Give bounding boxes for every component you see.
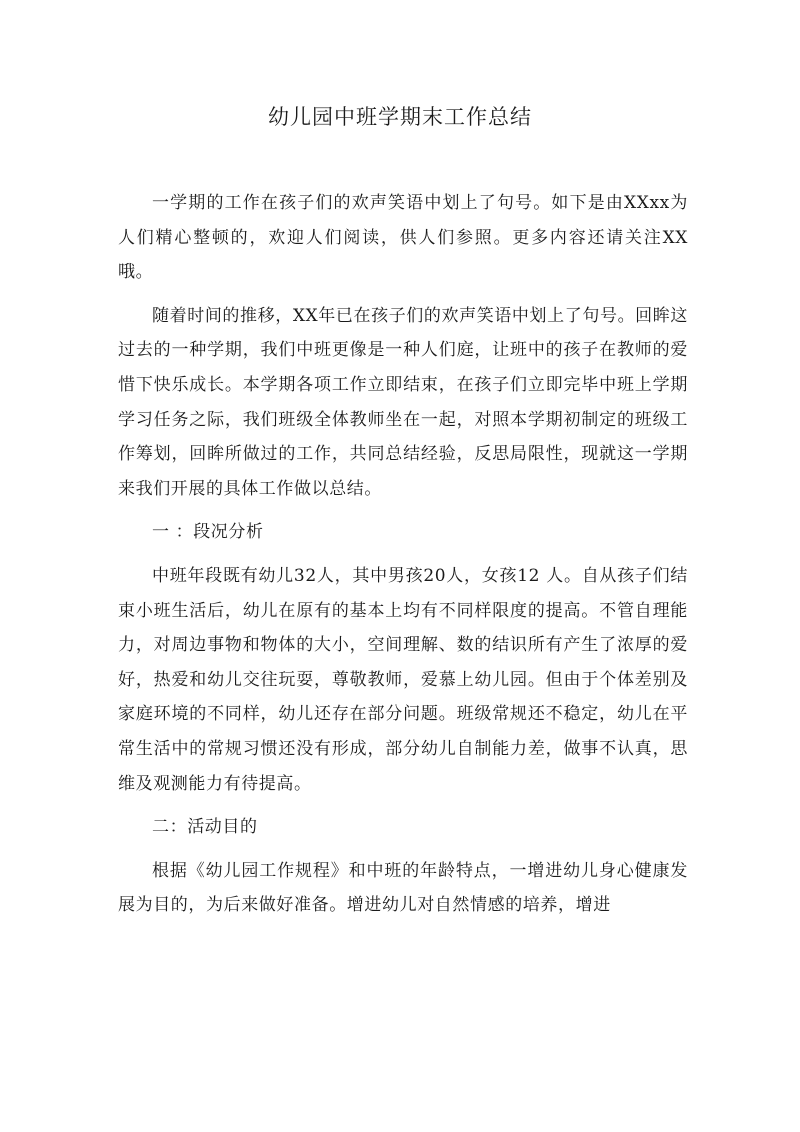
section-heading-analysis: 一 ：段况分析 [152,522,264,543]
paragraph-review: 随着时间的推移，XX年已在孩子们的欢声笑语中划上了句号。回眸这过去的一种学期，我们中班更像是一种人们庭，让班中的孩子在教师的爱惜下快乐成长。本学期各项工作立即结束，在孩子们立即完毕中班上学期学习任务之际，我们班级全体教师坐在一起，对照本学期初制定的班级工作筹划，回眸所做过的工作，共同总结经验，反思局限性，现就这一学期来我们开展的具体工作做以总结。 [118,305,688,499]
section-heading-goals: 二：活动目的 [152,817,258,838]
paragraph-goals: 根据《幼儿园工作规程》和中班的年龄特点，一增进幼儿身心健康发展为目的，为后来做好准备。增进幼儿对自然情感的培养，增进 [118,860,688,916]
document-title: 幼儿园中班学期末工作总结 [268,105,532,129]
document-body [118,186,688,923]
paragraph-intro: 一学期的工作在孩子们的欢声笑语中划上了句号。如下是由XXxx为人们精心整顿的，欢迎人们阅读，供人们参照。更多内容还请关注XX哦。 [118,193,688,283]
paragraph-analysis: 中班年段既有幼儿32人，其中男孩20人，女孩12 人。自从孩子们结束小班生活后，幼儿在原有的基本上均有不同样限度的提高。不管自理能力，对周边事物和物体的大小，空间理解、数的结识所有产生了浓厚的爱好，热爱和幼儿交往玩耍，尊敬教师，爱慕上幼儿园。但由于个体差别及家庭环境的不同样，幼儿还存在部分问题。班级常规还不稳定，幼儿在平常生活中的常规习惯还没有形成，部分幼儿自制能力差，做事不认真，思维及观测能力有待提高。 [118,565,688,794]
